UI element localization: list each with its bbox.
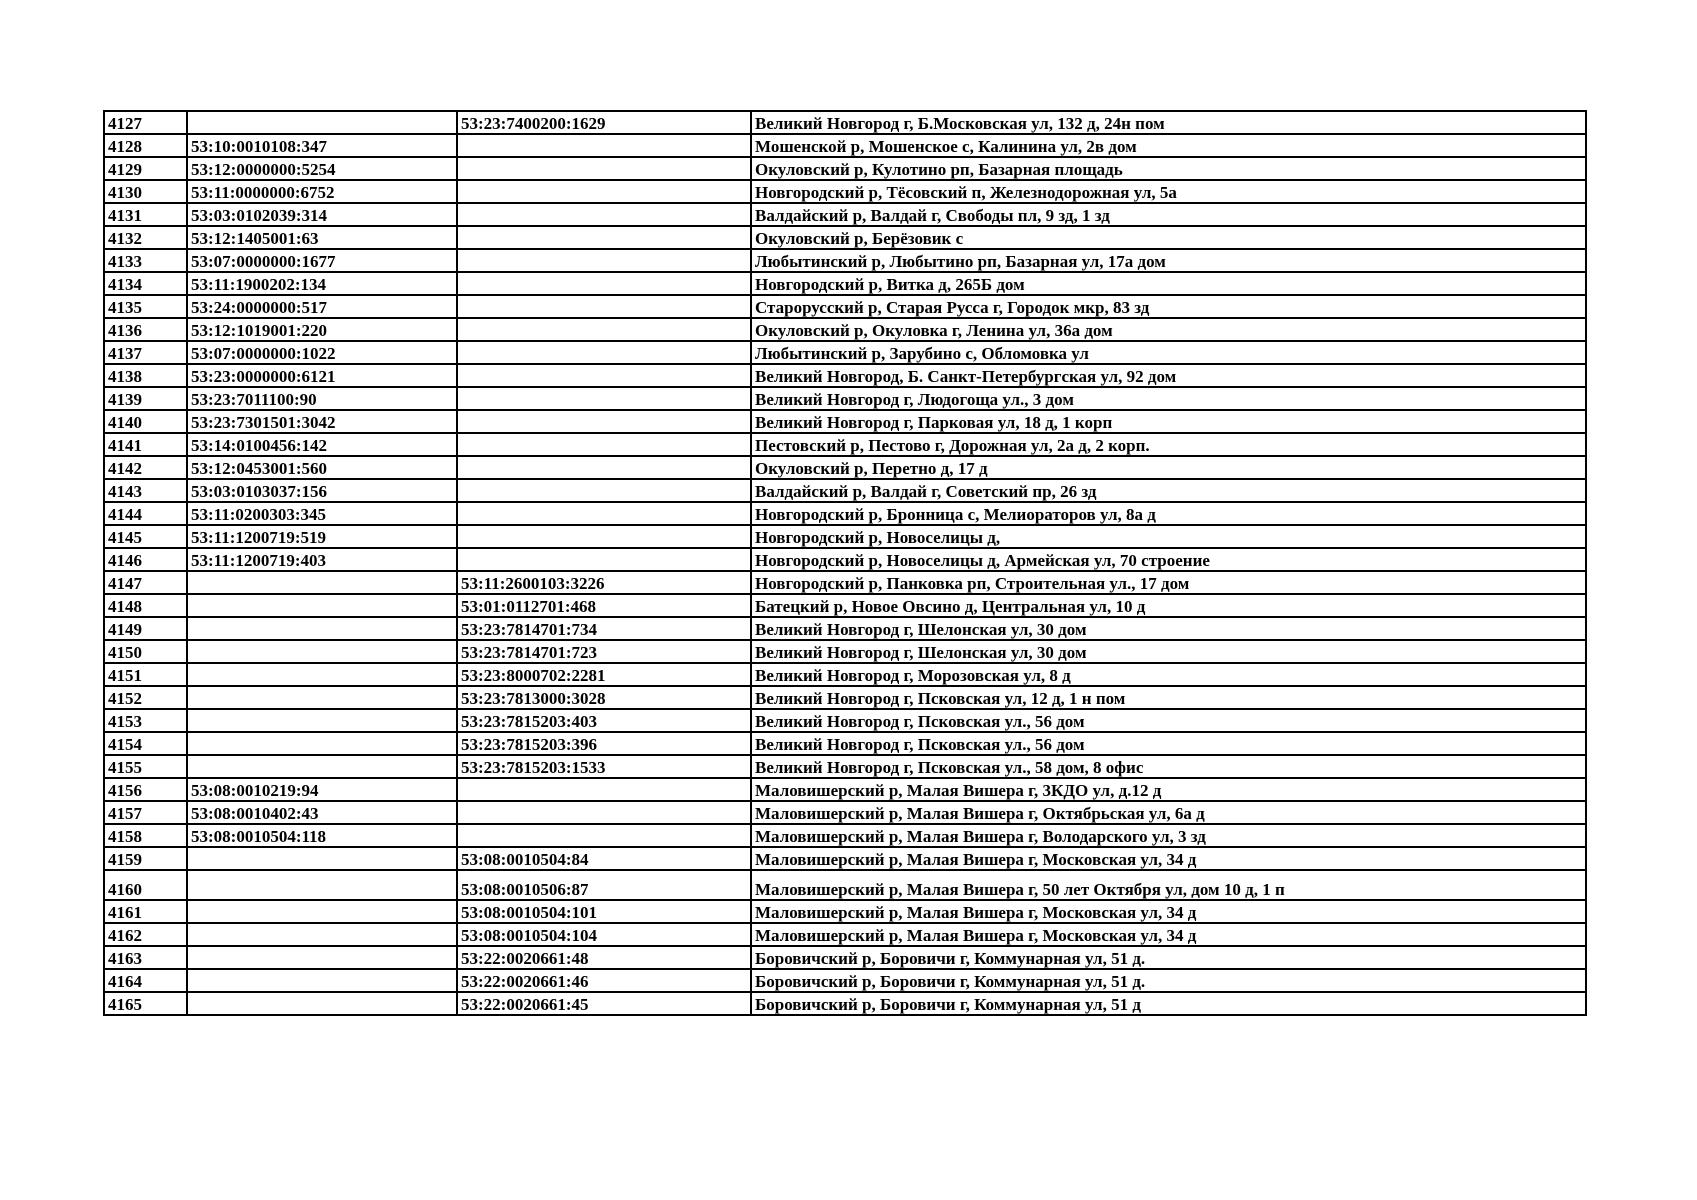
row-number-cell: 4145 — [104, 525, 187, 548]
row-number-cell: 4128 — [104, 134, 187, 157]
table-row — [104, 617, 1586, 640]
table-row — [104, 433, 1586, 456]
cadastral-number-cell: 53:08:0010504:118 — [187, 824, 457, 847]
cadastral-number-alt-cell: 53:08:0010504:101 — [457, 900, 751, 923]
row-number-cell: 4147 — [104, 571, 187, 594]
table-row — [104, 364, 1586, 387]
address-cell: Новгородский р, Панковка рп, Строительная ул., 17 дом — [751, 571, 1586, 594]
cadastral-number-cell — [187, 923, 457, 946]
table-row — [104, 571, 1586, 594]
table-row — [104, 709, 1586, 732]
cadastral-number-cell: 53:08:0010219:94 — [187, 778, 457, 801]
table-row — [104, 824, 1586, 847]
cadastral-number-alt-cell — [457, 157, 751, 180]
cadastral-number-cell — [187, 847, 457, 870]
cadastral-number-cell — [187, 709, 457, 732]
cadastral-number-alt-cell — [457, 801, 751, 824]
table-row — [104, 456, 1586, 479]
address-cell: Великий Новгород г, Шелонская ул, 30 дом — [751, 640, 1586, 663]
row-number-cell: 4138 — [104, 364, 187, 387]
table-row — [104, 410, 1586, 433]
cadastral-number-alt-cell — [457, 479, 751, 502]
property-table — [103, 110, 1587, 1016]
cadastral-number-alt-cell — [457, 364, 751, 387]
cadastral-number-cell: 53:10:0010108:347 — [187, 134, 457, 157]
cadastral-number-alt-cell: 53:01:0112701:468 — [457, 594, 751, 617]
row-number-cell: 4151 — [104, 663, 187, 686]
table-row — [104, 525, 1586, 548]
row-number-cell: 4150 — [104, 640, 187, 663]
table-row — [104, 870, 1586, 900]
row-number-cell: 4137 — [104, 341, 187, 364]
address-cell: Великий Новгород г, Парковая ул, 18 д, 1 корп — [751, 410, 1586, 433]
row-number-cell: 4163 — [104, 946, 187, 969]
cadastral-number-alt-cell: 53:08:0010504:104 — [457, 923, 751, 946]
address-cell: Великий Новгород г, Псковская ул., 56 дом — [751, 709, 1586, 732]
address-cell: Старорусский р, Старая Русса г, Городок мкр, 83 зд — [751, 295, 1586, 318]
cadastral-number-cell: 53:12:1405001:63 — [187, 226, 457, 249]
row-number-cell: 4132 — [104, 226, 187, 249]
row-number-cell: 4160 — [104, 870, 187, 900]
row-number-cell: 4127 — [104, 111, 187, 134]
cadastral-number-alt-cell — [457, 272, 751, 295]
address-cell: Пестовский р, Пестово г, Дорожная ул, 2а д, 2 корп. — [751, 433, 1586, 456]
table-row — [104, 203, 1586, 226]
row-number-cell: 4165 — [104, 992, 187, 1015]
table-row — [104, 134, 1586, 157]
address-cell: Маловишерский р, Малая Вишера г, 3КДО ул, д.12 д — [751, 778, 1586, 801]
address-cell: Любытинский р, Любытино рп, Базарная ул, 17а дом — [751, 249, 1586, 272]
address-cell: Боровичский р, Боровичи г, Коммунарная ул, 51 д. — [751, 969, 1586, 992]
cadastral-number-cell: 53:12:0453001:560 — [187, 456, 457, 479]
cadastral-number-cell: 53:11:1900202:134 — [187, 272, 457, 295]
address-cell: Маловишерский р, Малая Вишера г, Московская ул, 34 д — [751, 847, 1586, 870]
cadastral-number-alt-cell: 53:08:0010506:87 — [457, 870, 751, 900]
row-number-cell: 4130 — [104, 180, 187, 203]
cadastral-number-alt-cell: 53:22:0020661:45 — [457, 992, 751, 1015]
address-cell: Окуловский р, Кулотино рп, Базарная площадь — [751, 157, 1586, 180]
table-row — [104, 663, 1586, 686]
cadastral-number-cell — [187, 992, 457, 1015]
row-number-cell: 4133 — [104, 249, 187, 272]
row-number-cell: 4129 — [104, 157, 187, 180]
cadastral-number-cell — [187, 732, 457, 755]
address-cell: Маловишерский р, Малая Вишера г, Московская ул, 34 д — [751, 923, 1586, 946]
cadastral-number-alt-cell: 53:23:8000702:2281 — [457, 663, 751, 686]
table-row — [104, 923, 1586, 946]
address-cell: Боровичский р, Боровичи г, Коммунарная ул, 51 д. — [751, 946, 1586, 969]
table-row — [104, 111, 1586, 134]
cadastral-number-alt-cell: 53:23:7815203:403 — [457, 709, 751, 732]
address-cell: Окуловский р, Перетно д, 17 д — [751, 456, 1586, 479]
cadastral-number-alt-cell: 53:23:7400200:1629 — [457, 111, 751, 134]
cadastral-number-cell: 53:23:0000000:6121 — [187, 364, 457, 387]
table-row — [104, 479, 1586, 502]
row-number-cell: 4135 — [104, 295, 187, 318]
row-number-cell: 4155 — [104, 755, 187, 778]
table-row — [104, 755, 1586, 778]
cadastral-number-alt-cell — [457, 134, 751, 157]
cadastral-number-cell — [187, 686, 457, 709]
cadastral-number-cell — [187, 900, 457, 923]
address-cell: Окуловский р, Окуловка г, Ленина ул, 36а дом — [751, 318, 1586, 341]
cadastral-number-alt-cell — [457, 548, 751, 571]
cadastral-number-alt-cell: 53:23:7814701:723 — [457, 640, 751, 663]
address-cell: Новгородский р, Витка д, 265Б дом — [751, 272, 1586, 295]
table-row — [104, 341, 1586, 364]
table-row — [104, 732, 1586, 755]
cadastral-number-alt-cell — [457, 456, 751, 479]
cadastral-number-cell — [187, 870, 457, 900]
row-number-cell: 4158 — [104, 824, 187, 847]
row-number-cell: 4159 — [104, 847, 187, 870]
table-row — [104, 295, 1586, 318]
row-number-cell: 4154 — [104, 732, 187, 755]
address-cell: Новгородский р, Тёсовский п, Железнодорожная ул, 5а — [751, 180, 1586, 203]
cadastral-number-cell: 53:14:0100456:142 — [187, 433, 457, 456]
table-row — [104, 686, 1586, 709]
table-row — [104, 249, 1586, 272]
address-cell: Батецкий р, Новое Овсино д, Центральная ул, 10 д — [751, 594, 1586, 617]
row-number-cell: 4142 — [104, 456, 187, 479]
cadastral-number-cell — [187, 640, 457, 663]
table-row — [104, 847, 1586, 870]
address-cell: Великий Новгород г, Псковская ул., 58 дом, 8 офис — [751, 755, 1586, 778]
row-number-cell: 4134 — [104, 272, 187, 295]
table-row — [104, 801, 1586, 824]
cadastral-number-alt-cell — [457, 525, 751, 548]
cadastral-number-cell: 53:11:0000000:6752 — [187, 180, 457, 203]
cadastral-number-alt-cell — [457, 226, 751, 249]
cadastral-number-cell: 53:24:0000000:517 — [187, 295, 457, 318]
address-cell: Маловишерский р, Малая Вишера г, Октябрьская ул, 6а д — [751, 801, 1586, 824]
table-row — [104, 180, 1586, 203]
cadastral-number-cell — [187, 969, 457, 992]
cadastral-number-alt-cell — [457, 410, 751, 433]
row-number-cell: 4139 — [104, 387, 187, 410]
cadastral-number-cell: 53:11:0200303:345 — [187, 502, 457, 525]
row-number-cell: 4131 — [104, 203, 187, 226]
address-cell: Великий Новгород г, Морозовская ул, 8 д — [751, 663, 1586, 686]
cadastral-number-cell: 53:11:1200719:519 — [187, 525, 457, 548]
cadastral-number-alt-cell — [457, 778, 751, 801]
cadastral-number-alt-cell — [457, 433, 751, 456]
row-number-cell: 4143 — [104, 479, 187, 502]
cadastral-number-alt-cell: 53:22:0020661:48 — [457, 946, 751, 969]
address-cell: Новгородский р, Новоселицы д, — [751, 525, 1586, 548]
cadastral-number-alt-cell — [457, 341, 751, 364]
address-cell: Валдайский р, Валдай г, Свободы пл, 9 зд, 1 зд — [751, 203, 1586, 226]
row-number-cell: 4161 — [104, 900, 187, 923]
cadastral-number-alt-cell: 53:11:2600103:3226 — [457, 571, 751, 594]
cadastral-number-alt-cell — [457, 387, 751, 410]
table-row — [104, 640, 1586, 663]
table-row — [104, 226, 1586, 249]
table-row — [104, 157, 1586, 180]
table-body — [104, 111, 1586, 1015]
row-number-cell: 4156 — [104, 778, 187, 801]
row-number-cell: 4162 — [104, 923, 187, 946]
cadastral-number-alt-cell — [457, 180, 751, 203]
table-row — [104, 946, 1586, 969]
address-cell: Великий Новгород г, Шелонская ул, 30 дом — [751, 617, 1586, 640]
address-cell: Боровичский р, Боровичи г, Коммунарная ул, 51 д — [751, 992, 1586, 1015]
cadastral-number-alt-cell — [457, 295, 751, 318]
cadastral-number-cell: 53:23:7011100:90 — [187, 387, 457, 410]
row-number-cell: 4164 — [104, 969, 187, 992]
address-cell: Великий Новгород г, Псковская ул., 56 дом — [751, 732, 1586, 755]
address-cell: Маловишерский р, Малая Вишера г, Московская ул, 34 д — [751, 900, 1586, 923]
address-cell: Новгородский р, Новоселицы д, Армейская ул, 70 строение — [751, 548, 1586, 571]
cadastral-number-cell: 53:08:0010402:43 — [187, 801, 457, 824]
address-cell: Мошенской р, Мошенское с, Калинина ул, 2в дом — [751, 134, 1586, 157]
table-row — [104, 969, 1586, 992]
cadastral-number-alt-cell: 53:08:0010504:84 — [457, 847, 751, 870]
address-cell: Окуловский р, Берёзовик с — [751, 226, 1586, 249]
cadastral-number-alt-cell — [457, 824, 751, 847]
address-cell: Великий Новгород г, Псковская ул, 12 д, 1 н пом — [751, 686, 1586, 709]
cadastral-number-alt-cell: 53:23:7815203:1533 — [457, 755, 751, 778]
cadastral-number-cell: 53:03:0102039:314 — [187, 203, 457, 226]
table-row — [104, 778, 1586, 801]
row-number-cell: 4141 — [104, 433, 187, 456]
address-cell: Любытинский р, Зарубино с, Обломовка ул — [751, 341, 1586, 364]
cadastral-number-cell — [187, 111, 457, 134]
address-cell: Новгородский р, Бронница с, Мелиораторов ул, 8а д — [751, 502, 1586, 525]
row-number-cell: 4144 — [104, 502, 187, 525]
table-row — [104, 387, 1586, 410]
table-row — [104, 318, 1586, 341]
row-number-cell: 4140 — [104, 410, 187, 433]
row-number-cell: 4153 — [104, 709, 187, 732]
table-row — [104, 502, 1586, 525]
cadastral-number-cell — [187, 617, 457, 640]
cadastral-number-cell — [187, 663, 457, 686]
cadastral-number-cell: 53:23:7301501:3042 — [187, 410, 457, 433]
cadastral-number-alt-cell: 53:23:7813000:3028 — [457, 686, 751, 709]
cadastral-number-alt-cell — [457, 318, 751, 341]
cadastral-number-cell — [187, 571, 457, 594]
cadastral-number-alt-cell — [457, 203, 751, 226]
cadastral-number-cell — [187, 755, 457, 778]
cadastral-number-alt-cell — [457, 502, 751, 525]
cadastral-number-cell — [187, 946, 457, 969]
address-cell: Маловишерский р, Малая Вишера г, Володарского ул, 3 зд — [751, 824, 1586, 847]
cadastral-number-cell: 53:12:0000000:5254 — [187, 157, 457, 180]
cadastral-number-alt-cell: 53:23:7815203:396 — [457, 732, 751, 755]
table-row — [104, 272, 1586, 295]
table-row — [104, 900, 1586, 923]
row-number-cell: 4157 — [104, 801, 187, 824]
address-cell: Великий Новгород, Б. Санкт-Петербургская ул, 92 дом — [751, 364, 1586, 387]
address-cell: Маловишерский р, Малая Вишера г, 50 лет Октября ул, дом 10 д, 1 п — [751, 870, 1586, 900]
row-number-cell: 4148 — [104, 594, 187, 617]
row-number-cell: 4149 — [104, 617, 187, 640]
cadastral-number-cell: 53:11:1200719:403 — [187, 548, 457, 571]
cadastral-number-alt-cell — [457, 249, 751, 272]
row-number-cell: 4136 — [104, 318, 187, 341]
table-row — [104, 992, 1586, 1015]
address-cell: Валдайский р, Валдай г, Советский пр, 26 зд — [751, 479, 1586, 502]
cadastral-number-cell: 53:03:0103037:156 — [187, 479, 457, 502]
row-number-cell: 4146 — [104, 548, 187, 571]
cadastral-number-alt-cell: 53:23:7814701:734 — [457, 617, 751, 640]
cadastral-number-alt-cell: 53:22:0020661:46 — [457, 969, 751, 992]
cadastral-number-cell: 53:07:0000000:1677 — [187, 249, 457, 272]
table-row — [104, 548, 1586, 571]
cadastral-number-cell: 53:12:1019001:220 — [187, 318, 457, 341]
cadastral-number-cell — [187, 594, 457, 617]
cadastral-number-cell: 53:07:0000000:1022 — [187, 341, 457, 364]
table-row — [104, 594, 1586, 617]
row-number-cell: 4152 — [104, 686, 187, 709]
address-cell: Великий Новгород г, Б.Московская ул, 132 д, 24н пом — [751, 111, 1586, 134]
address-cell: Великий Новгород г, Людогоща ул., 3 дом — [751, 387, 1586, 410]
